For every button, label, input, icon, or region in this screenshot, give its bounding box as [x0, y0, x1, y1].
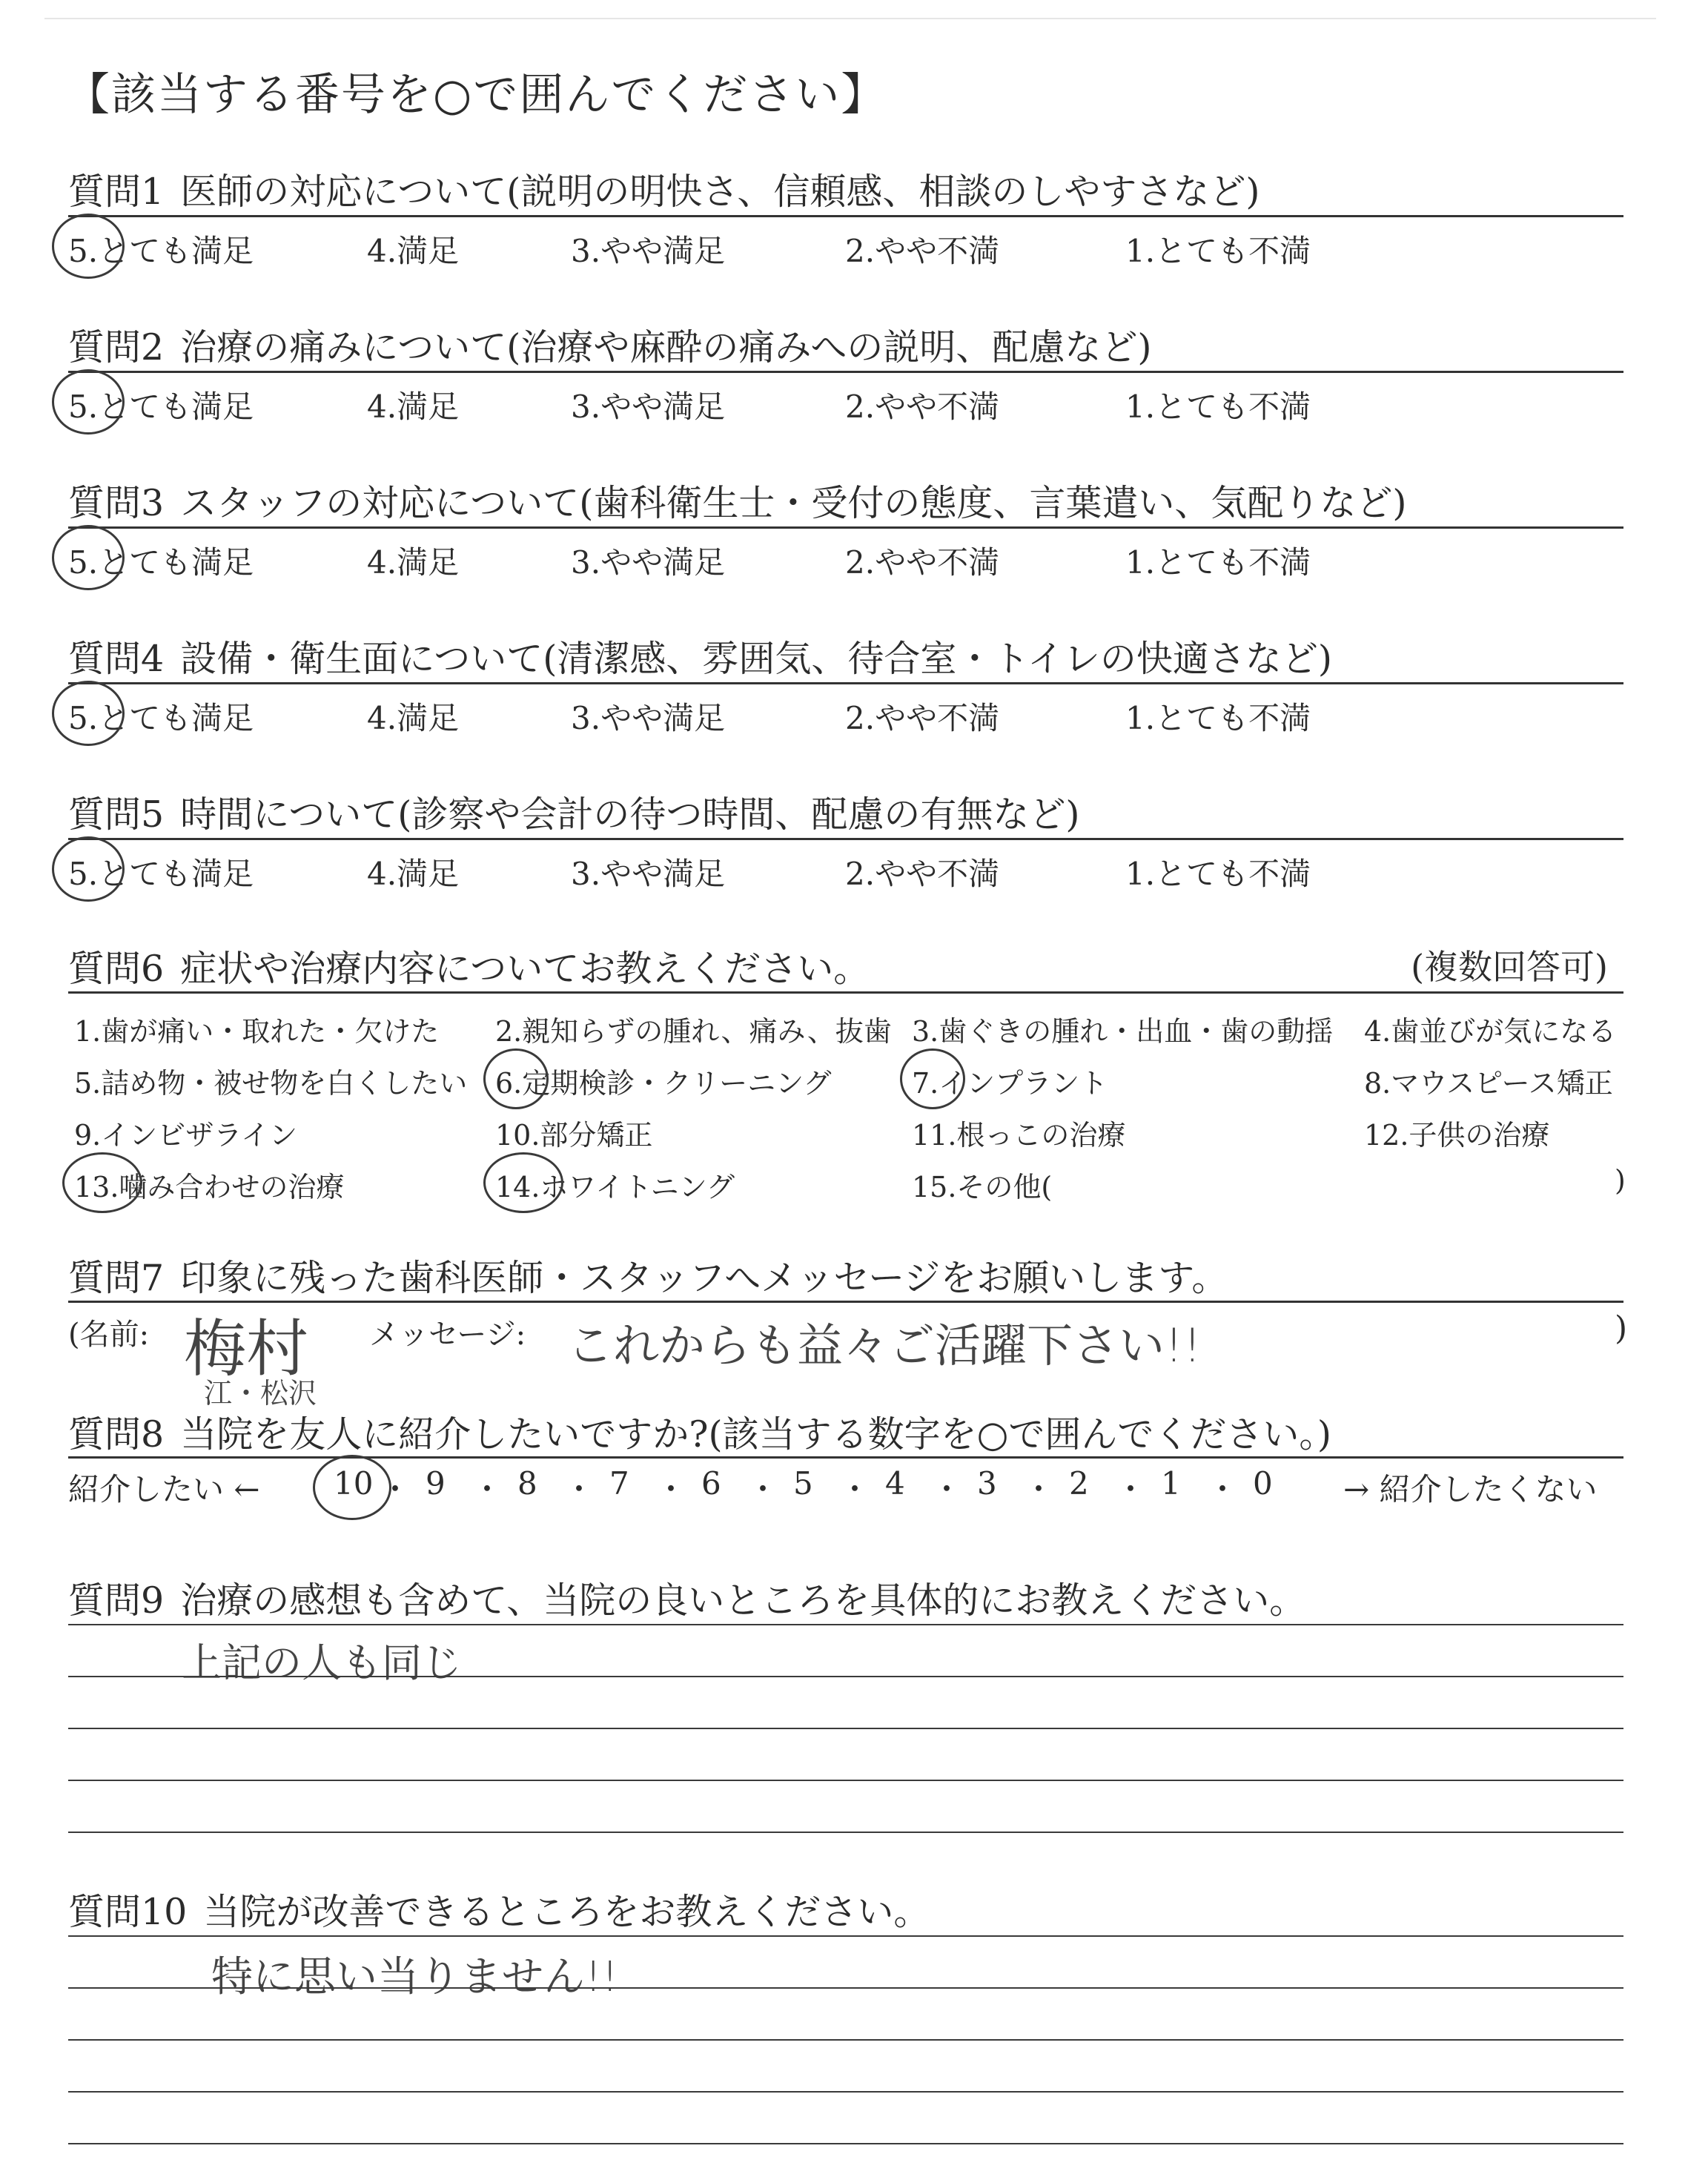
q5-option[interactable]: 3.やや満足	[571, 856, 726, 892]
q8-scale-value[interactable]: 2	[1069, 1465, 1089, 1502]
q9-number: 質問9	[68, 1579, 165, 1622]
q8-scale-value[interactable]: 6	[701, 1465, 721, 1502]
q2-rule	[68, 371, 1623, 373]
q10-answer: 特に思い当りません!!	[211, 1953, 618, 2001]
q8-right-label: → 紹介したくない	[1343, 1471, 1598, 1507]
q8-scale-value[interactable]: 3	[977, 1465, 997, 1502]
q6-option[interactable]: 4.歯並びが気になる	[1364, 1015, 1617, 1048]
q9-line-5	[68, 1832, 1623, 1833]
q1-option[interactable]: 1.とても不満	[1125, 233, 1311, 269]
q2-option[interactable]: 3.やや満足	[571, 389, 726, 425]
q6-option[interactable]: 7.インプラント	[912, 1067, 1108, 1100]
q7-close-paren: )	[1615, 1309, 1628, 1347]
q8-separator: ・	[1207, 1471, 1239, 1507]
q8-separator: ・	[839, 1471, 871, 1507]
q3-number: 質問3	[68, 482, 165, 524]
q6-option[interactable]: 12.子供の治療	[1364, 1119, 1550, 1152]
q5-option[interactable]: 2.やや不満	[845, 856, 1000, 892]
q8-separator: ・	[655, 1471, 687, 1507]
q1-text: 医師の対応について(説明の明快さ、信頼感、相談のしやすさなど)	[180, 171, 1260, 213]
q4-number: 質問4	[68, 638, 165, 680]
q6-option[interactable]: 11.根っこの治療	[912, 1119, 1126, 1152]
q6-option[interactable]: 9.インビザライン	[74, 1119, 298, 1152]
q2-text: 治療の痛みについて(治療や麻酔の痛みへの説明、配慮など)	[180, 326, 1152, 369]
q10-text: 当院が改善できるところをお教えください。	[203, 1891, 930, 1933]
q2-option[interactable]: 2.やや不満	[845, 389, 1000, 425]
q1-option[interactable]: 4.満足	[367, 233, 460, 269]
q8-separator: ・	[931, 1471, 963, 1507]
q10-line-3	[68, 2039, 1623, 2041]
q4-title	[68, 630, 1332, 682]
q3-option[interactable]: 5.とても満足	[68, 544, 254, 581]
q6-title	[68, 940, 870, 992]
q10-line-2	[68, 1987, 1623, 1989]
q2-option[interactable]: 1.とても不満	[1125, 389, 1311, 425]
q10-title	[68, 1883, 930, 1935]
q8-text: 当院を友人に紹介したいですか?(該当する数字を○で囲んでください。)	[180, 1413, 1331, 1456]
q5-number: 質問5	[68, 793, 165, 836]
q1-selection-circle	[52, 214, 125, 279]
q3-option[interactable]: 1.とても不満	[1125, 544, 1311, 581]
q6-option[interactable]: 2.親知らずの腫れ、痛み、抜歯	[495, 1015, 892, 1048]
q6-rule	[68, 991, 1623, 994]
q8-separator: ・	[1115, 1471, 1147, 1507]
q4-option[interactable]: 3.やや満足	[571, 700, 726, 736]
q1-option[interactable]: 3.やや満足	[571, 233, 726, 269]
q2-selection-circle	[52, 369, 125, 435]
q1-title	[68, 163, 1260, 215]
q10-number: 質問10	[68, 1891, 188, 1933]
q7-name-label: (名前:	[68, 1318, 150, 1352]
q8-scale-value[interactable]: 10	[334, 1465, 374, 1502]
q3-title	[68, 475, 1406, 526]
q4-option[interactable]: 1.とても不満	[1125, 700, 1311, 736]
q5-rule	[68, 838, 1623, 840]
q5-option[interactable]: 5.とても満足	[68, 856, 254, 892]
q9-line-3	[68, 1728, 1623, 1729]
q6-option[interactable]: 15.その他(	[912, 1171, 1053, 1203]
q5-title	[68, 786, 1079, 838]
page-title: 【該当する番号を○で囲んでください】	[65, 69, 887, 121]
q4-option[interactable]: 4.満足	[367, 700, 460, 736]
q3-selection-circle	[52, 525, 125, 590]
q6-note: (複数回答可)	[1411, 947, 1608, 987]
q8-rule	[68, 1456, 1623, 1459]
q1-option[interactable]: 5.とても満足	[68, 233, 254, 269]
q8-title	[68, 1406, 1331, 1458]
q7-message-label: メッセージ:	[369, 1318, 526, 1352]
q7-name-value: 梅村	[184, 1312, 309, 1385]
q9-line-1	[68, 1624, 1623, 1625]
q6-selection-circle	[900, 1048, 965, 1109]
q8-scale-value[interactable]: 9	[426, 1465, 446, 1502]
q10-line-5	[68, 2143, 1623, 2144]
q8-separator: ・	[380, 1471, 411, 1507]
q8-selection-circle	[313, 1455, 391, 1520]
q8-scale-value[interactable]: 8	[517, 1465, 537, 1502]
q5-text: 時間について(診察や会計の待つ時間、配慮の有無など)	[180, 793, 1080, 836]
q6-option[interactable]: 8.マウスピース矯正	[1364, 1067, 1613, 1100]
q8-separator: ・	[747, 1471, 779, 1507]
q10-line-1	[68, 1935, 1623, 1937]
q1-number: 質問1	[68, 171, 165, 213]
q8-scale-value[interactable]: 7	[609, 1465, 629, 1502]
q9-answer: 上記の人も同じ	[182, 1639, 462, 1686]
q6-option[interactable]: 5.詰め物・被せ物を白くしたい	[74, 1067, 468, 1100]
q2-option[interactable]: 5.とても満足	[68, 389, 254, 425]
q6-option[interactable]: 10.部分矯正	[495, 1119, 653, 1152]
q6-option[interactable]: 13.噛み合わせの治療	[74, 1171, 345, 1203]
q3-option[interactable]: 2.やや不満	[845, 544, 1000, 581]
q1-rule	[68, 215, 1623, 217]
q2-option[interactable]: 4.満足	[367, 389, 460, 425]
q6-number: 質問6	[68, 948, 165, 990]
q4-option[interactable]: 2.やや不満	[845, 700, 1000, 736]
q3-option[interactable]: 3.やや満足	[571, 544, 726, 581]
q4-text: 設備・衛生面について(清潔感、雰囲気、待合室・トイレの快適さなど)	[180, 638, 1332, 680]
q6-other-close-paren: )	[1615, 1164, 1626, 1197]
q6-option[interactable]: 3.歯ぐきの腫れ・出血・歯の動揺	[912, 1015, 1334, 1048]
q7-number: 質問7	[68, 1257, 165, 1299]
q3-option[interactable]: 4.満足	[367, 544, 460, 581]
q4-selection-circle	[52, 681, 125, 746]
q6-option[interactable]: 1.歯が痛い・取れた・欠けた	[74, 1015, 440, 1048]
q7-name-sub: 江・松沢	[204, 1377, 317, 1410]
q8-scale-value[interactable]: 5	[793, 1465, 813, 1502]
page-top-edge	[44, 18, 1656, 19]
q6-selection-circle	[483, 1152, 563, 1213]
q2-title	[68, 319, 1151, 371]
q8-separator: ・	[1023, 1471, 1055, 1507]
q8-separator: ・	[471, 1471, 503, 1507]
q6-selection-circle	[483, 1048, 549, 1109]
q9-line-2	[68, 1676, 1623, 1677]
q6-option[interactable]: 6.定期検診・クリーニング	[495, 1067, 832, 1100]
q7-title	[68, 1249, 1228, 1301]
q10-line-4	[68, 2091, 1623, 2093]
q2-number: 質問2	[68, 326, 165, 369]
q8-separator: ・	[563, 1471, 595, 1507]
q4-option[interactable]: 5.とても満足	[68, 700, 254, 736]
q4-rule	[68, 682, 1623, 684]
q5-selection-circle	[52, 836, 125, 902]
q9-line-4	[68, 1780, 1623, 1781]
q9-text: 治療の感想も含めて、当院の良いところを具体的にお教えください。	[180, 1579, 1306, 1622]
q3-text: スタッフの対応について(歯科衛生士・受付の態度、言葉遣い、気配りなど)	[180, 482, 1407, 524]
q5-option[interactable]: 4.満足	[367, 856, 460, 892]
q8-scale-value[interactable]: 4	[885, 1465, 905, 1502]
q5-option[interactable]: 1.とても不満	[1125, 856, 1311, 892]
q6-option[interactable]: 14.ホワイトニング	[495, 1171, 735, 1203]
q6-selection-circle	[62, 1152, 142, 1213]
q8-left-label: 紹介したい ←	[68, 1471, 260, 1507]
q7-text: 印象に残った歯科医師・スタッフへメッセージをお願いします。	[180, 1257, 1228, 1299]
q8-number: 質問8	[68, 1413, 165, 1456]
q8-scale-value[interactable]: 0	[1253, 1465, 1273, 1502]
q6-text: 症状や治療内容についてお教えください。	[180, 948, 870, 990]
q9-title	[68, 1572, 1305, 1624]
q7-message-value: これからも益々ご活躍下さい!!	[567, 1318, 1202, 1373]
q1-option[interactable]: 2.やや不満	[845, 233, 1000, 269]
q3-rule	[68, 526, 1623, 529]
q8-scale-value[interactable]: 1	[1161, 1465, 1181, 1502]
